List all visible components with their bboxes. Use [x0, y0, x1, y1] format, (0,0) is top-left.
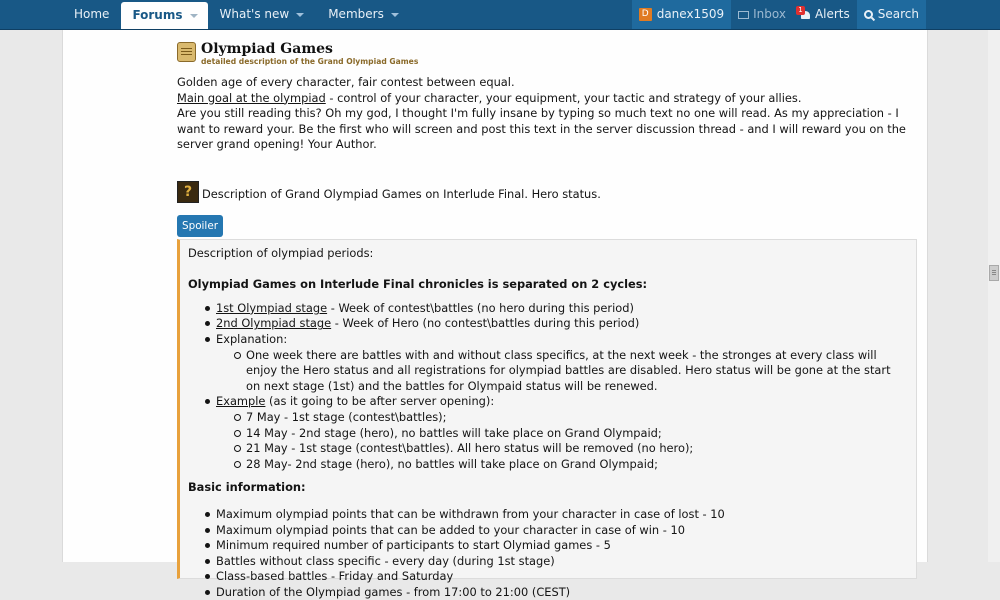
list-item: Duration of the Olympiad games - from 17:00 to 21:00 (CEST) — [188, 585, 908, 600]
nav-home-label: Home — [74, 7, 110, 21]
nav-user-area — [632, 0, 926, 29]
list-item: 7 May - 1st stage (contest\battles); — [188, 410, 908, 426]
cycles-heading: Olympiad Games on Interlude Final chronicles is separated on 2 cycles: — [188, 277, 648, 292]
page-content — [62, 30, 928, 599]
nav-inner — [62, 0, 926, 29]
intro-line-3: Are you still reading this? Oh my god, I thought I'm fully insane by typing so much text no one will read. As my appreciation - I want to reward your. Be the first who will screen and post this text in the server discussion thread - and I will reward you on the server grand opening! Your Author. — [177, 106, 906, 152]
spacer — [188, 496, 908, 507]
nav-tab-whats-new[interactable] — [208, 0, 317, 29]
list-item — [188, 316, 908, 332]
list-item: Battles without class specific - every day (during 1st stage) — [188, 554, 908, 570]
spacer — [188, 262, 908, 278]
chevron-down-icon[interactable] — [296, 13, 304, 17]
post-title: Olympiad Games — [201, 41, 333, 57]
spoiler-button[interactable]: Spoiler — [177, 215, 223, 237]
chevron-down-icon[interactable] — [190, 14, 198, 18]
nav-forums-label: Forums — [132, 8, 183, 22]
list-item: Minimum required number of participants to start Olymiad games - 5 — [188, 538, 908, 554]
avatar: D — [639, 8, 652, 21]
list-item — [188, 332, 908, 394]
alerts-label: Alerts — [814, 7, 850, 21]
list-item: Class-based battles - Friday and Saturday — [188, 569, 908, 585]
spoiler-content — [177, 239, 917, 599]
hero-question-icon: ? — [177, 181, 199, 203]
user-menu[interactable] — [632, 0, 731, 29]
top-navbar — [0, 0, 1000, 30]
post-intro — [177, 75, 919, 153]
spoiler-inner — [188, 246, 908, 600]
nav-tab-forums[interactable] — [121, 2, 207, 29]
search-label: Search — [877, 7, 919, 21]
hero-line — [177, 181, 601, 203]
basic-heading: Basic information: — [188, 480, 306, 495]
intro-line-1: Golden age of every character, fair contest between equal. — [177, 75, 515, 89]
explanation-text: One week there are battles with and without class specifics, at the next week - the stronges at every class will enjoy the Hero status and all registrations for olympiad battles are disabled. Hero status will be gone at the start on next stage (1st) and the battles for Olympaid status will be renewed. — [246, 347, 891, 393]
scrollbar-thumb[interactable] — [989, 265, 999, 281]
inbox-link[interactable] — [731, 0, 793, 29]
post-header — [177, 41, 418, 66]
example-text: (as it going to be after server opening): — [265, 394, 495, 409]
list-item: Maximum olympiad points that can be added to your character in case of win - 10 — [188, 523, 908, 539]
hero-line-text: Description of Grand Olympiad Games on Interlude Final. Hero status. — [202, 187, 601, 202]
nav-tab-members[interactable] — [316, 0, 411, 29]
nav-whats-new-label: What's new — [219, 7, 290, 21]
username: danex1509 — [656, 7, 725, 21]
example-link[interactable]: Example — [216, 394, 266, 409]
search-icon — [864, 10, 873, 19]
bell-icon — [798, 5, 811, 21]
list-item — [188, 301, 908, 317]
spacer — [188, 472, 908, 480]
chevron-down-icon[interactable] — [391, 13, 399, 17]
main-goal-link[interactable]: Main goal at the olympiad — [177, 90, 326, 105]
nav-tab-home[interactable] — [62, 0, 121, 29]
list-item: Maximum olympiad points that can be withdrawn from your character in case of lost - 10 — [188, 507, 908, 523]
explanation-label: Explanation: — [216, 331, 288, 346]
alerts-badge: 1 — [796, 6, 805, 15]
inbox-label: Inbox — [753, 7, 786, 21]
intro-line-2 — [177, 91, 919, 107]
spacer — [188, 293, 908, 301]
periods-heading: Description of olympiad periods: — [188, 246, 374, 260]
search-button[interactable] — [857, 0, 926, 29]
explanation-list — [188, 348, 908, 395]
post-subtitle: detailed description of the Grand Olympiad Games — [201, 57, 419, 66]
cycles-list — [188, 301, 908, 473]
title-block — [201, 41, 418, 66]
intro-line-2-text: - control of your character, your equipment, your tactic and strategy of your allies. — [325, 90, 802, 105]
stage1-text: - Week of contest\battles (no hero during this period) — [327, 300, 634, 315]
scroll-icon — [177, 42, 196, 62]
basic-list — [188, 507, 908, 600]
list-item: 14 May - 2nd stage (hero), no battles will take place on Grand Olympaid; — [188, 426, 908, 442]
stage2-link[interactable]: 2nd Olympiad stage — [216, 316, 332, 331]
nav-members-label: Members — [328, 7, 384, 21]
envelope-icon — [738, 11, 749, 19]
example-list — [188, 410, 908, 472]
stage1-link[interactable]: 1st Olympiad stage — [216, 300, 328, 315]
page-scrollbar[interactable] — [988, 30, 1000, 562]
list-item — [188, 394, 908, 472]
alerts-link[interactable] — [793, 0, 857, 29]
list-item: 21 May - 1st stage (contest\battles). All hero status will be removed (no hero); — [188, 441, 908, 457]
list-item — [188, 348, 908, 395]
list-item: 28 May- 2nd stage (hero), no battles will take place on Grand Olympaid; — [188, 457, 908, 473]
stage2-text: - Week of Hero (no contest\battles during this period) — [331, 316, 640, 331]
